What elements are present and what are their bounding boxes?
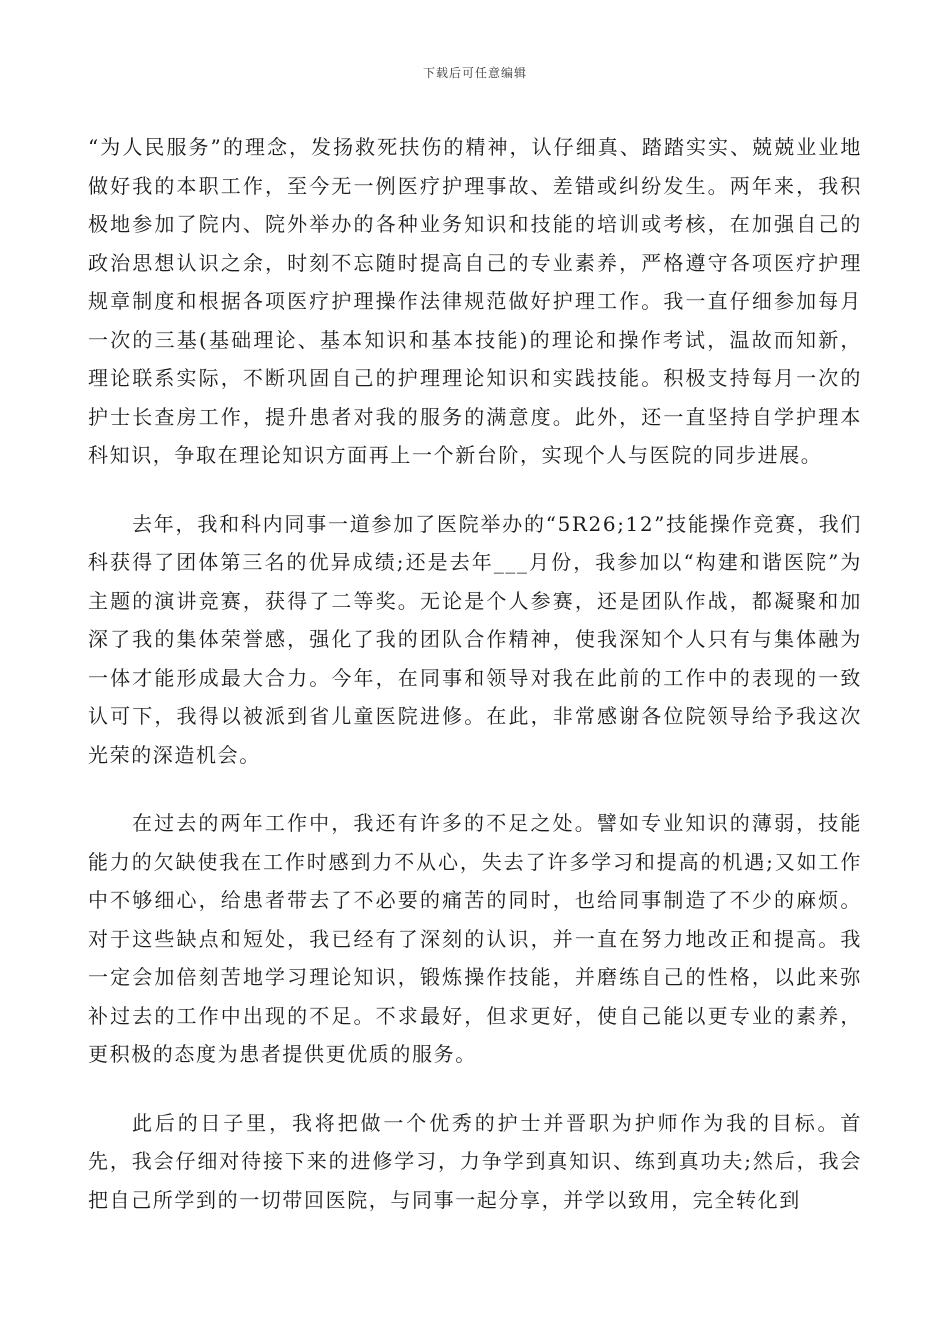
paragraph-4: 此后的日子里，我将把做一个优秀的护士并晋职为护师作为我的目标。首先，我会仔细对待接下来的进修学习，力争学到真知识、练到真功夫;然后，我会把自己所学到的一切带回医院，与同事一起分享，并学以致用，完全转化到	[88, 1110, 862, 1212]
paragraph-2: 去年，我和科内同事一道参加了医院举办的“5R26;12”技能操作竞赛，我们科获得了团体第三名的优异成绩;还是去年___月份，我参加以“构建和谐医院”为主题的演讲竞赛，获得了二等奖。无论是个人参赛，还是团队作战，都凝聚和加深了我的集体荣誉感，强化了我的团队合作精神，使我深知个人只有与集体融为一体才能形成最大合力。今年，在同事和领导对我在此前的工作中的表现的一致认可下，我得以被派到省儿童医院进修。在此，非常感谢各位院领导给予我这次光荣的深造机会。	[88, 511, 862, 767]
paragraph-1: “为人民服务”的理念，发扬救死扶伤的精神，认仔细真、踏踏实实、兢兢业业地做好我的本职工作，至今无一例医疗护理事故、差错或纠纷发生。两年来，我积极地参加了院内、院外举办的各种业务知识和技能的培训或考核，在加强自己的政治思想认识之余，时刻不忘随时提高自己的专业素养，严格遵守各项医疗护理规章制度和根据各项医疗护理操作法律规范做好护理工作。我一直仔细参加每月一次的三基(基础理论、基本知识和基本技能)的理论和操作考试，温故而知新，理论联系实际，不断巩固自己的护理理论知识和实践技能。积极支持每月一次的护士长查房工作，提升患者对我的服务的满意度。此外，还一直坚持自学护理本科知识，争取在理论知识方面再上一个新台阶，实现个人与医院的同步进展。	[88, 135, 862, 467]
document-body	[88, 128, 862, 1219]
page-header: 下载后可任意编辑	[422, 66, 527, 80]
paragraph-3: 在过去的两年工作中，我还有许多的不足之处。譬如专业知识的薄弱，技能能力的欠缺使我在工作时感到力不从心，失去了许多学习和提高的机遇;又如工作中不够细心，给患者带去了不必要的痛苦的同时，也给同事制造了不少的麻烦。对于这些缺点和短处，我已经有了深刻的认识，并一直在努力地改正和提高。我一定会加倍刻苦地学习理论知识，锻炼操作技能，并磨练自己的性格，以此来弥补过去的工作中出现的不足。不求最好，但求更好，使自己能以更专业的素养，更积极的态度为患者提供更优质的服务。	[88, 811, 862, 1066]
